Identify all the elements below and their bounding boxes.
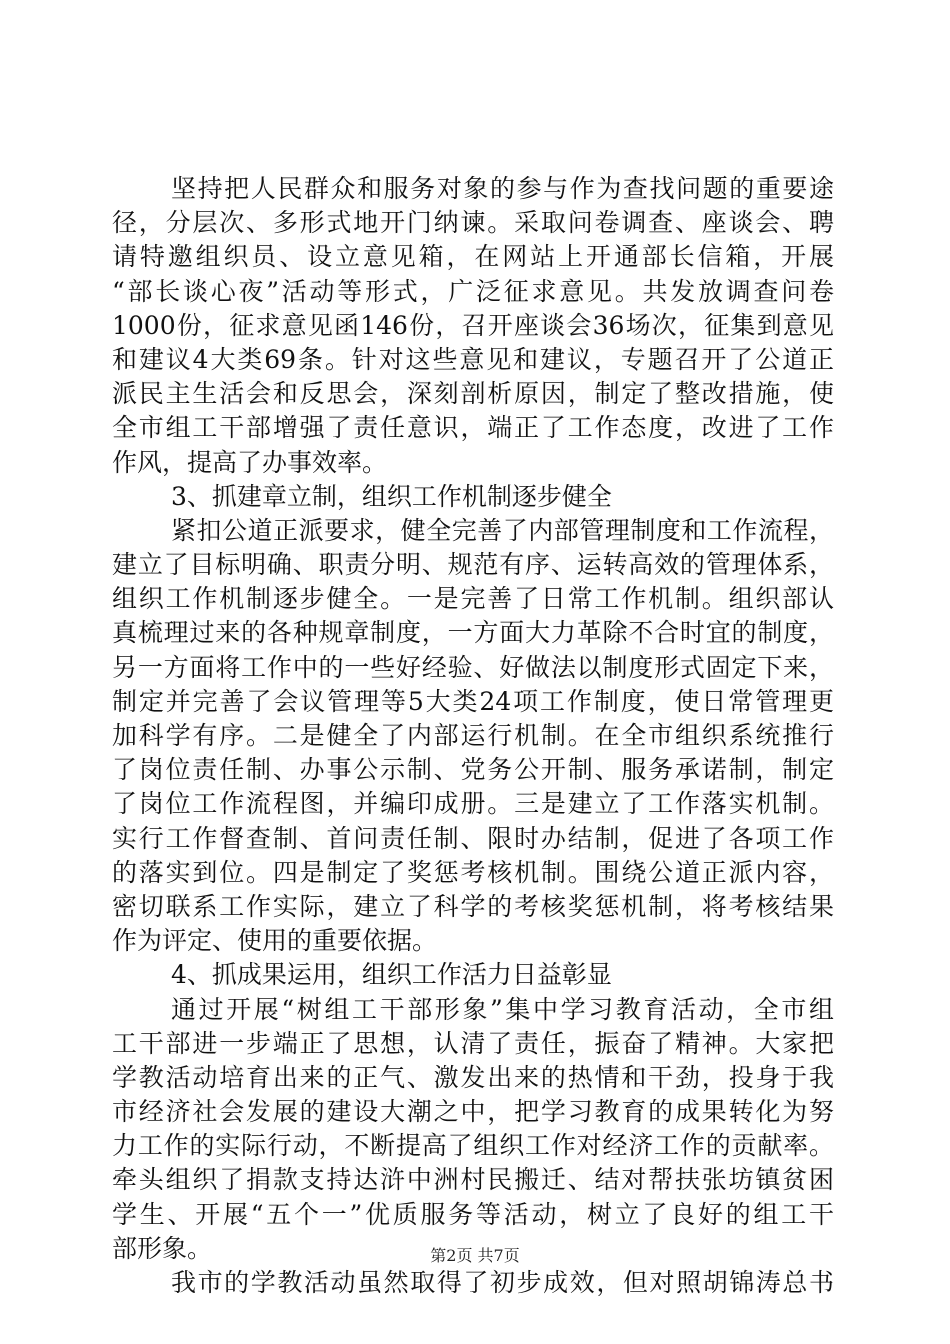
paragraph-line: 力工作的实际行动，不断提高了组织工作对经济工作的贡献率。 (112, 1131, 834, 1161)
paragraph-line: 牵头组织了捐款支持达浒中洲村民搬迁、结对帮扶张坊镇贫困 (112, 1165, 834, 1195)
paragraph-line: 派民主生活会和反思会，深刻剖析原因，制定了整改措施，使 (112, 379, 834, 409)
paragraph-line: 我市的学教活动虽然取得了初步成效，但对照胡锦涛总书 (171, 1268, 834, 1297)
paragraph-line: 的落实到位。四是制定了奖惩考核机制。围绕公道正派内容， (112, 857, 834, 887)
paragraph-line: 1000份，征求意见函146份，召开座谈会36场次，征集到意见 (112, 310, 834, 340)
paragraph-line: 市经济社会发展的建设大潮之中，把学习教育的成果转化为努 (112, 1097, 834, 1127)
paragraph-line: 建立了目标明确、职责分明、规范有序、运转高效的管理体系， (112, 550, 834, 580)
paragraph-line: 真梳理过来的各种规章制度，一方面大力革除不合时宜的制度， (112, 618, 834, 648)
paragraph-line: 作风，提高了办事效率。 (112, 447, 388, 477)
paragraph-line: 作为评定、使用的重要依据。 (112, 926, 438, 956)
paragraph-line: 实行工作督查制、首问责任制、限时办结制，促进了各项工作 (112, 823, 834, 853)
paragraph-line: 学教活动培育出来的正气、激发出来的热情和干劲，投身于我 (112, 1062, 834, 1092)
paragraph-line: 学生、开展“五个一”优质服务等活动，树立了良好的组工干 (112, 1199, 834, 1229)
paragraph-line: 制定并完善了会议管理等5大类24项工作制度，使日常管理更 (112, 686, 834, 716)
paragraph-line: 密切联系工作实际，建立了科学的考核奖惩机制，将考核结果 (112, 891, 834, 921)
paragraph-line: 请特邀组织员、设立意见箱，在网站上开通部长信箱，开展 (112, 242, 834, 272)
paragraph-line: 另一方面将工作中的一些好经验、好做法以制度形式固定下来， (112, 652, 834, 682)
body-text (112, 172, 834, 1300)
paragraph-line: 和建议4大类69条。针对这些意见和建议，专题召开了公道正 (112, 344, 834, 374)
paragraph-line: 坚持把人民群众和服务对象的参与作为查找问题的重要途 (171, 174, 834, 203)
paragraph-line: 径，分层次、多形式地开门纳谏。采取问卷调查、座谈会、聘 (112, 208, 834, 238)
paragraph-line: 加科学有序。二是健全了内部运行机制。在全市组织系统推行 (112, 721, 834, 750)
paragraph-line: “部长谈心夜”活动等形式，广泛征求意见。共发放调查问卷 (112, 276, 834, 306)
paragraph-line: 部形象。 (112, 1233, 213, 1263)
paragraph-line: 紧扣公道正派要求，健全完善了内部管理制度和工作流程， (171, 515, 834, 545)
page-number-footer: 第2页 共7页 (430, 1246, 520, 1265)
paragraph-line: 工干部进一步端正了思想，认清了责任，振奋了精神。大家把 (112, 1028, 834, 1058)
paragraph-line: 了岗位责任制、办事公示制、党务公开制、服务承诺制，制定 (112, 755, 834, 785)
paragraph-line: 了岗位工作流程图，并编印成册。三是建立了工作落实机制。 (112, 789, 834, 819)
paragraph-line: 全市组工干部增强了责任意识，端正了工作态度，改进了工作 (112, 413, 834, 443)
section-heading: 3、抓建章立制，组织工作机制逐步健全 (171, 481, 612, 511)
section-heading: 4、抓成果运用，组织工作活力日益彰显 (171, 960, 612, 990)
paragraph-line: 通过开展“树组工干部形象”集中学习教育活动，全市组 (171, 994, 834, 1024)
paragraph-line: 组织工作机制逐步健全。一是完善了日常工作机制。组织部认 (112, 584, 834, 614)
